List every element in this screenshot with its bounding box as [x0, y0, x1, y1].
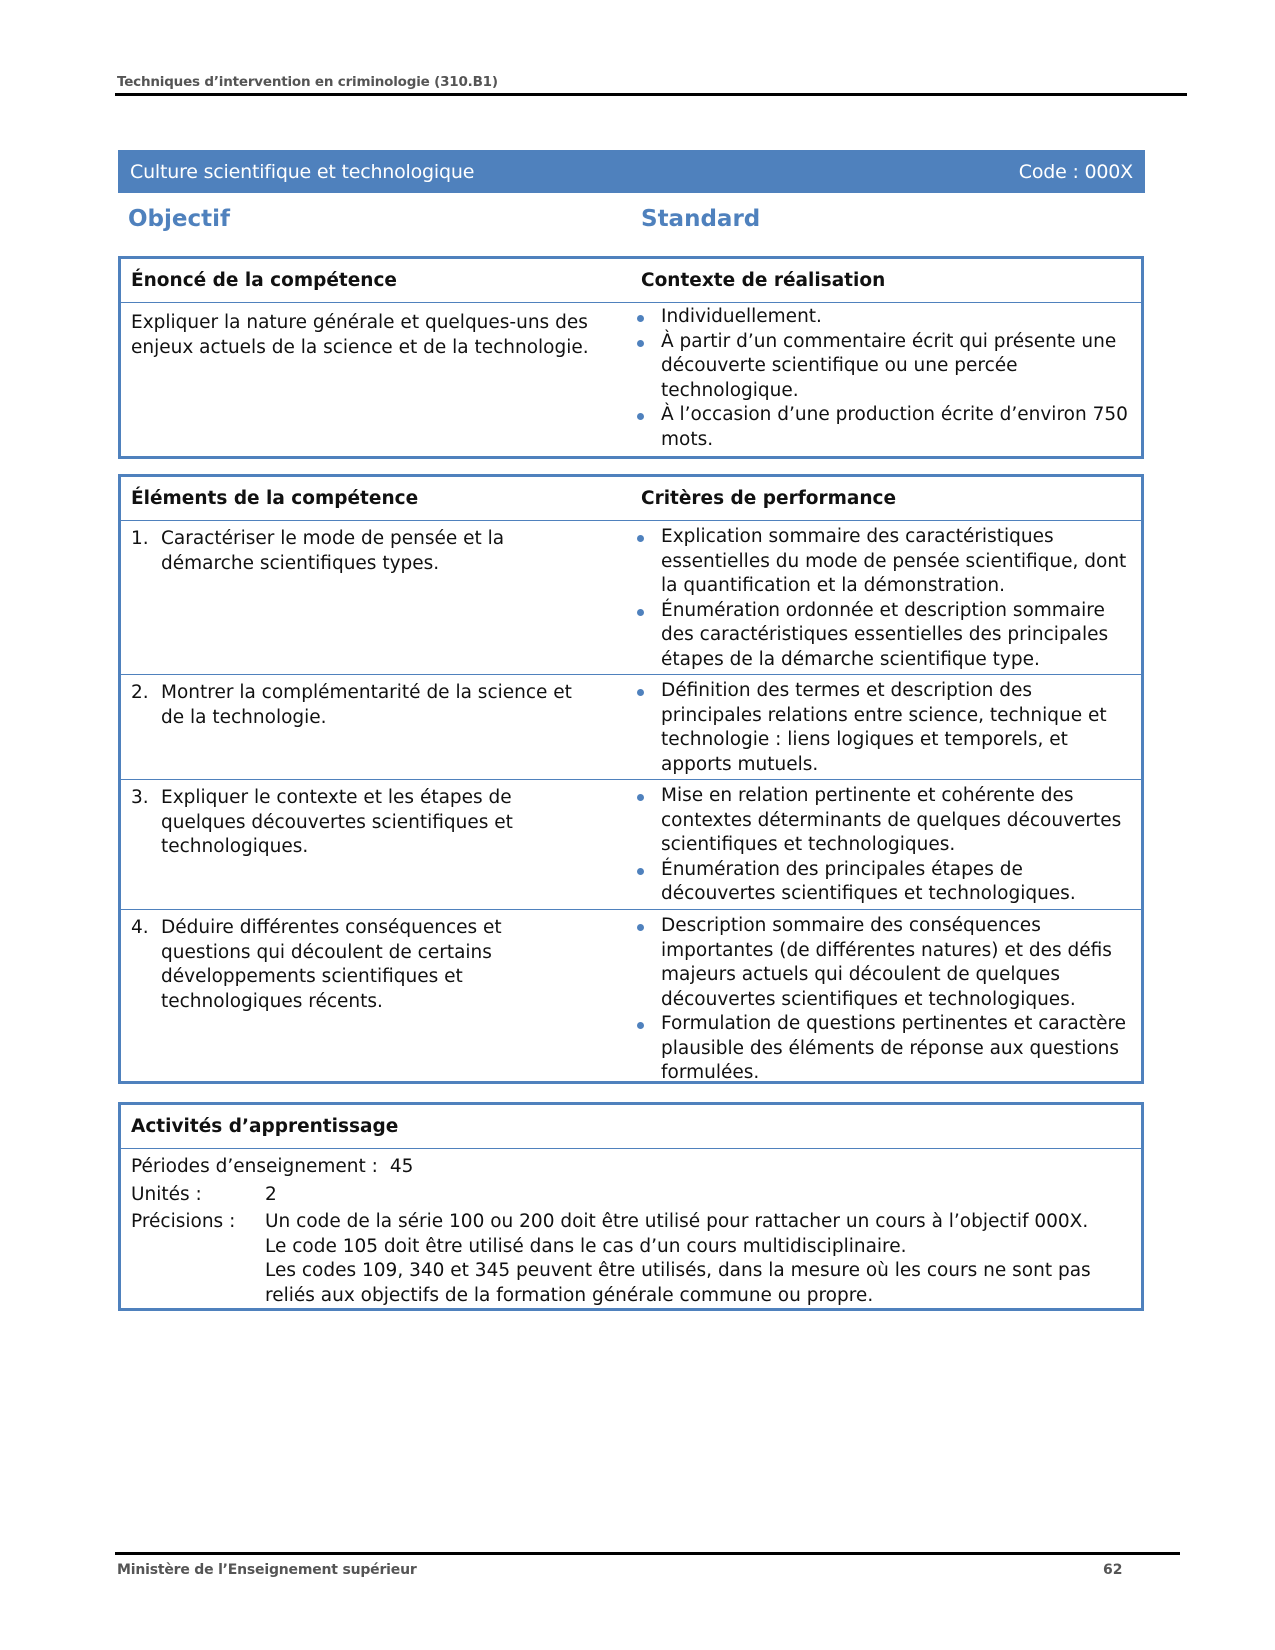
bullet-icon	[637, 340, 644, 347]
enonce-table	[118, 256, 1144, 459]
criteres-list	[631, 780, 1141, 913]
list-item: Description sommaire des conséquences importantes (de différentes natures) et des défis majeurs actuels qui découlent de quelques découvertes scientifiques et technologiques.	[631, 914, 1133, 1012]
precisions-text: Un code de la série 100 ou 200 doit être utilisé pour rattacher un cours à l’objectif 000X. Le code 105 doit être utilisé dans le cas d’un cours multidisciplinaire. Les codes 109, 340 et 345 peuvent être utilisés, dans la mesure où les cours ne sont pas reliés aux objectifs de la formation générale commune ou propre.	[265, 1211, 1091, 1306]
unites-value: 2	[265, 1183, 277, 1205]
criteres-list	[631, 675, 1141, 783]
criteres-list	[631, 521, 1141, 678]
running-header: Techniques d’intervention en criminologie (310.B1)	[117, 74, 498, 90]
activites-header-row	[121, 1105, 1141, 1149]
table-row: 2. Montrer la complémentarité de la science et de la technologie. Définition des termes et description des principales relations entre science, technique et technologie : liens logiques et temporels, et apports mutuels.	[121, 675, 1141, 780]
list-item: Définition des termes et description des principales relations entre science, technique et technologie : liens logiques et temporels, et apports mutuels.	[631, 679, 1133, 777]
list-item: Mise en relation pertinente et cohérente des contextes déterminants de quelques découvertes scientifiques et technologiques.	[631, 784, 1133, 858]
activites-box	[118, 1102, 1144, 1311]
bullet-icon	[637, 924, 644, 931]
list-item: Énumération ordonnée et description sommaire des caractéristiques essentielles des principales étapes de la démarche scientifique type.	[631, 599, 1133, 673]
objectif-heading: Objectif	[128, 206, 231, 232]
contexte-list	[631, 303, 1141, 458]
precisions-line	[131, 1210, 1131, 1308]
precisions-label: Précisions :	[131, 1211, 236, 1232]
list-item: Énumération des principales étapes de découvertes scientifiques et technologiques.	[631, 858, 1133, 907]
header-rule	[115, 93, 1187, 96]
enonce-text: Expliquer la nature générale et quelques-uns des enjeux actuels de la science et de la technologie.	[131, 312, 589, 358]
element-text: Expliquer le contexte et les étapes de quelques découvertes scientifiques et technologiques.	[161, 787, 513, 857]
list-item: Formulation de questions pertinentes et caractère plausible des éléments de réponse aux questions formulées.	[631, 1012, 1133, 1086]
bullet-icon	[637, 868, 644, 875]
bullet-icon	[637, 689, 644, 696]
bullet-icon	[637, 315, 644, 322]
course-title: Culture scientifique et technologique	[130, 160, 475, 183]
list-item: À l’occasion d’une production écrite d’environ 750 mots.	[631, 403, 1133, 452]
bullet-icon	[637, 1022, 644, 1029]
periodes-line	[131, 1155, 1131, 1180]
bullet-icon	[637, 609, 644, 616]
standard-heading: Standard	[641, 206, 761, 232]
unites-line	[131, 1183, 1131, 1208]
elements-table-header	[121, 477, 1141, 521]
criteres-header: Critères de performance	[641, 488, 897, 509]
footer-ministry: Ministère de l’Enseignement supérieur	[117, 1562, 417, 1578]
criteres-list	[631, 910, 1141, 1092]
element-text: Montrer la complémentarité de la science et de la technologie.	[161, 682, 572, 728]
bullet-icon	[637, 535, 644, 542]
footer-rule	[115, 1552, 1180, 1555]
course-code: Code : 000X	[1018, 160, 1133, 183]
periodes-label: Périodes d’enseignement :	[131, 1156, 378, 1177]
activites-header: Activités d’apprentissage	[131, 1116, 399, 1137]
periodes-value: 45	[389, 1156, 414, 1177]
element-text: Caractériser le mode de pensée et la démarche scientifiques types.	[161, 528, 505, 574]
title-bar	[118, 150, 1145, 193]
bullet-icon	[637, 413, 644, 420]
list-item: Explication sommaire des caractéristiques essentielles du mode de pensée scientifique, dont la quantification et la démonstration.	[631, 525, 1133, 599]
elements-table	[118, 474, 1144, 1084]
enonce-table-header	[121, 259, 1141, 303]
table-row: 3. Expliquer le contexte et les étapes de quelques découvertes scientifiques et technologiques. Mise en relation pertinente et cohérente des contextes déterminants de quelques découvertes scientifiques et technologiques. Énumération des principales étapes de découvertes scientifiques et technologiques.	[121, 780, 1141, 910]
elements-header: Éléments de la compétence	[131, 488, 419, 509]
element-text: Déduire différentes conséquences et questions qui découlent de certains développements scientifiques et technologiques récents.	[161, 917, 502, 1012]
table-row: 1. Caractériser le mode de pensée et la démarche scientifiques types. Explication sommaire des caractéristiques essentielles du mode de pensée scientifique, dont la quantification et la démonstration. Énumération ordonnée et description sommaire des caractéristiques essentielles des principales étapes de la démarche scientifique type.	[121, 521, 1141, 675]
unites-label: Unités :	[131, 1183, 202, 1205]
list-item: Individuellement.	[631, 305, 1133, 330]
table-row: 4. Déduire différentes conséquences et questions qui découlent de certains développements scientifiques et technologiques récents. Description sommaire des conséquences importantes (de différentes natures) et des défis majeurs actuels qui découlent de quelques découvertes scientifiques et technologiques. Formulation de questions pertinentes et caractère plausible des éléments de réponse aux questions formulées.	[121, 910, 1141, 1081]
enonce-header: Énoncé de la compétence	[131, 270, 397, 291]
contexte-header: Contexte de réalisation	[641, 270, 886, 291]
page-number: 62	[1103, 1562, 1123, 1578]
bullet-icon	[637, 794, 644, 801]
list-item: À partir d’un commentaire écrit qui présente une découverte scientifique ou une percée technologique.	[631, 330, 1133, 404]
